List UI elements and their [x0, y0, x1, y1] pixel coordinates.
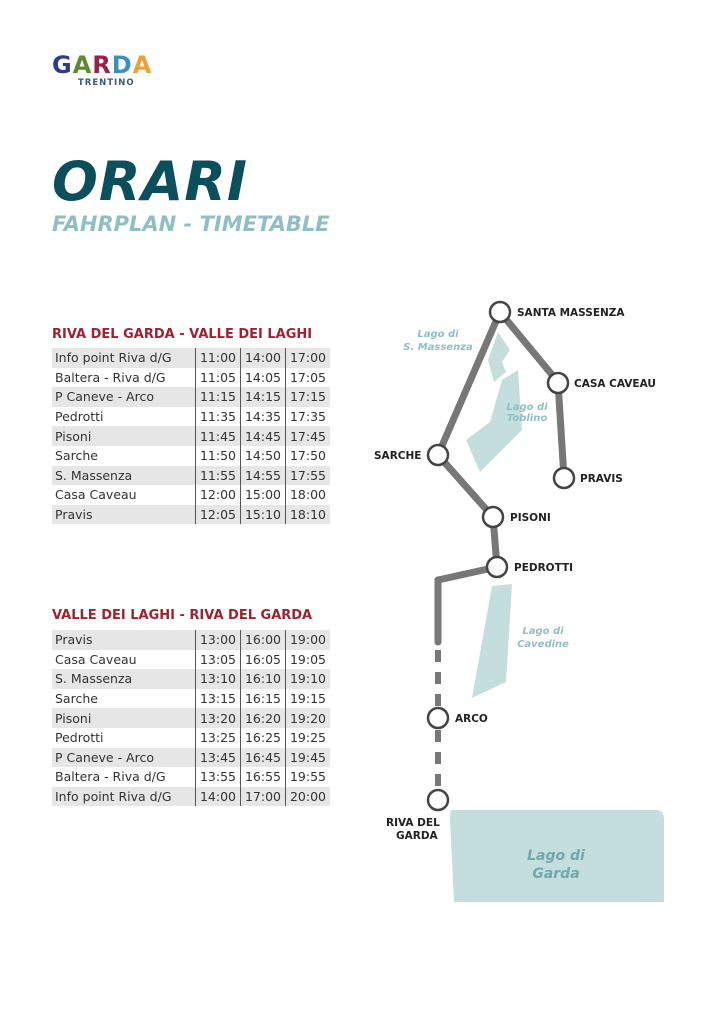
departure-time: 17:00 — [241, 787, 286, 807]
stop-name: Casa Caveau — [55, 651, 137, 667]
departure-time: 16:25 — [241, 728, 286, 748]
page-subtitle: FAHRPLAN - TIMETABLE — [52, 212, 330, 236]
lake-label-massenza-2: S. Massenza — [403, 342, 473, 353]
departure-time: 19:20 — [286, 708, 331, 728]
stop-marker — [428, 445, 448, 465]
timetable-row — [52, 630, 330, 650]
lake-label-massenza-1: Lago di — [417, 329, 459, 340]
departure-time: 14:00 — [196, 787, 241, 807]
departure-time: 16:00 — [241, 630, 286, 650]
stop-name: Info point Riva d/G — [52, 787, 196, 807]
departure-time: 18:00 — [286, 485, 331, 505]
departure-time: 19:55 — [286, 767, 331, 787]
departure-time: 11:00 — [196, 348, 241, 368]
departure-time: 11:15 — [196, 387, 241, 407]
departure-time: 13:20 — [196, 708, 241, 728]
logo-letter: A — [132, 51, 152, 79]
stop-label-sarche: SARCHE — [374, 450, 422, 462]
departure-time: 16:45 — [241, 748, 286, 768]
departure-time: 20:00 — [286, 787, 331, 807]
stop-marker — [548, 373, 568, 393]
departure-time: 16:15 — [241, 689, 286, 709]
stop-name: Casa Caveau — [55, 487, 137, 503]
stop-name: Pedrotti — [55, 409, 104, 425]
departure-time: 17:15 — [286, 387, 331, 407]
timetable-row — [52, 368, 330, 388]
stop-marker — [483, 507, 503, 527]
departure-time: 19:00 — [286, 630, 331, 650]
timetable-row — [52, 708, 330, 728]
stop-name: Info point Riva d/G — [52, 348, 196, 368]
timetable-row — [52, 387, 330, 407]
departure-time: 19:25 — [286, 728, 331, 748]
departure-time: 16:10 — [241, 669, 286, 689]
stop-name: Pravis — [52, 505, 196, 525]
stop-marker — [490, 302, 510, 322]
stop-label-riva-line1: RIVA DEL — [386, 817, 440, 829]
departure-time: 14:15 — [241, 387, 286, 407]
timetable-row — [52, 787, 330, 807]
lake-label-garda-2: Garda — [532, 866, 580, 882]
stop-label-pisoni: PISONI — [510, 512, 551, 524]
logo-letter: G — [52, 51, 72, 79]
timetable-row — [52, 767, 330, 787]
departure-time: 16:55 — [241, 767, 286, 787]
stop-name: Baltera - Riva d/G — [55, 769, 166, 785]
stop-name: S. Massenza — [52, 669, 196, 689]
departure-time: 17:35 — [286, 407, 331, 427]
lake-label-toblino-1: Lago di — [506, 402, 548, 413]
stop-name: P Caneve - Arco — [52, 748, 196, 768]
departure-time: 17:55 — [286, 466, 331, 486]
timetable-2-title: VALLE DEI LAGHI - RIVA DEL GARDA — [52, 608, 313, 623]
route-map — [360, 290, 690, 920]
garda-trentino-logo — [52, 52, 172, 92]
timetable-row — [52, 650, 330, 670]
stop-name: Pisoni — [52, 708, 196, 728]
timetable-row — [52, 748, 330, 768]
timetable-row — [52, 426, 330, 446]
timetable-row — [52, 446, 330, 466]
departure-time: 13:55 — [196, 767, 241, 787]
departure-time: 12:00 — [196, 485, 241, 505]
departure-time: 14:45 — [241, 426, 286, 446]
stop-name: Baltera - Riva d/G — [55, 369, 166, 385]
timetable-row — [52, 728, 330, 748]
stop-label-santa-massenza: SANTA MASSENZA — [517, 307, 625, 319]
departure-time: 15:10 — [241, 505, 286, 525]
stop-marker — [428, 790, 448, 810]
departure-time: 11:50 — [196, 446, 241, 466]
stop-name: S. Massenza — [52, 466, 196, 486]
stop-name: Pisoni — [52, 426, 196, 446]
departure-time: 13:25 — [196, 728, 241, 748]
stop-label-arco: ARCO — [455, 713, 488, 725]
logo-letter: A — [72, 51, 92, 79]
departure-time: 11:05 — [196, 368, 241, 388]
departure-time: 17:50 — [286, 446, 331, 466]
departure-time: 19:05 — [286, 650, 331, 670]
departure-time: 18:10 — [286, 505, 331, 525]
departure-time: 11:45 — [196, 426, 241, 446]
timetable-1 — [52, 348, 330, 524]
departure-time: 13:10 — [196, 669, 241, 689]
departure-time: 15:00 — [241, 485, 286, 505]
departure-time: 11:35 — [196, 407, 241, 427]
logo-subtitle: TRENTINO — [78, 78, 135, 88]
timetable-row — [52, 348, 330, 368]
departure-time: 13:45 — [196, 748, 241, 768]
departure-time: 19:45 — [286, 748, 331, 768]
stop-label-pravis: PRAVIS — [580, 473, 623, 485]
lake-label-toblino-2: Toblino — [506, 413, 548, 424]
stop-label-casa-caveau: CASA CAVEAU — [574, 378, 656, 390]
stop-name: Pravis — [52, 630, 196, 650]
timetable-row — [52, 689, 330, 709]
departure-time: 19:15 — [286, 689, 331, 709]
departure-time: 16:05 — [241, 650, 286, 670]
timetable-row — [52, 669, 330, 689]
stop-name: Sarche — [55, 691, 98, 707]
lake-labels — [403, 329, 569, 650]
timetable-row — [52, 407, 330, 427]
logo-letter: R — [92, 51, 111, 79]
departure-time: 17:05 — [286, 368, 331, 388]
departure-time: 13:15 — [196, 689, 241, 709]
departure-time: 14:05 — [241, 368, 286, 388]
departure-time: 17:00 — [286, 348, 331, 368]
stop-label-pedrotti: PEDROTTI — [514, 562, 574, 574]
departure-time: 14:00 — [241, 348, 286, 368]
stop-marker — [487, 557, 507, 577]
stop-marker — [554, 468, 574, 488]
timetable-row — [52, 485, 330, 505]
departure-time: 19:10 — [286, 669, 331, 689]
lake-label-garda-1: Lago di — [527, 848, 585, 864]
departure-time: 12:05 — [196, 505, 241, 525]
stop-name: Sarche — [55, 448, 98, 464]
lake-cavedine-shape — [472, 584, 512, 698]
departure-time: 14:50 — [241, 446, 286, 466]
departure-time: 14:35 — [241, 407, 286, 427]
departure-time: 17:45 — [286, 426, 331, 446]
timetable-2 — [52, 630, 330, 806]
departure-time: 13:00 — [196, 630, 241, 650]
logo-letter: D — [111, 51, 132, 79]
stop-name: Pedrotti — [55, 730, 104, 746]
stop-name: P Caneve - Arco — [52, 387, 196, 407]
timetable-1-title: RIVA DEL GARDA - VALLE DEI LAGHI — [52, 327, 313, 342]
stop-label-riva-line2: GARDA — [396, 830, 438, 842]
lake-label-cavedine-1: Lago di — [522, 626, 564, 637]
timetable-row — [52, 466, 330, 486]
departure-time: 11:55 — [196, 466, 241, 486]
logo-wordmark — [52, 52, 172, 78]
departure-time: 16:20 — [241, 708, 286, 728]
stop-markers — [428, 302, 574, 810]
departure-time: 13:05 — [196, 650, 241, 670]
timetable-row — [52, 505, 330, 525]
stop-marker — [428, 708, 448, 728]
departure-time: 14:55 — [241, 466, 286, 486]
lake-label-cavedine-2: Cavedine — [517, 639, 569, 650]
page-title: ORARI — [52, 150, 248, 213]
